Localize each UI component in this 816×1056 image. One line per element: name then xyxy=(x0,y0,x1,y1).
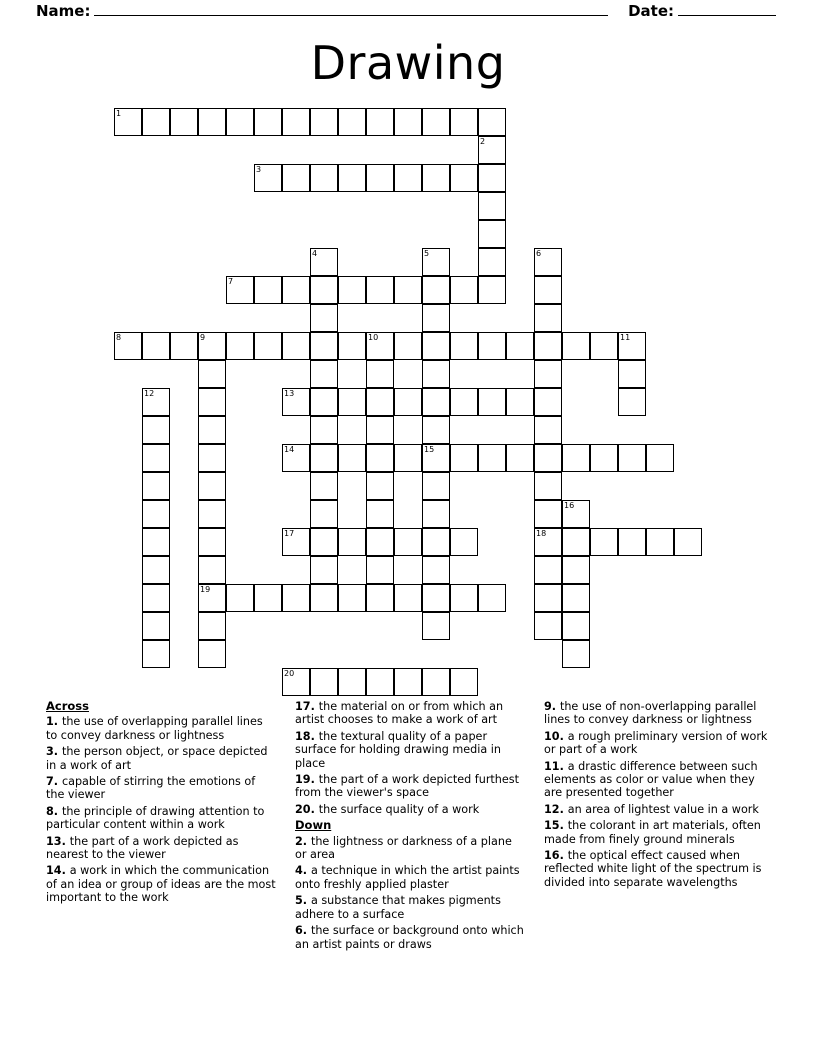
grid-cell[interactable] xyxy=(450,584,478,612)
clue-text: the textural quality of a paper surface for holding drawing media in place xyxy=(295,729,502,770)
grid-cell[interactable] xyxy=(282,528,310,556)
grid-cell[interactable] xyxy=(422,332,450,360)
clue-item xyxy=(544,760,775,800)
grid-cell[interactable] xyxy=(534,416,562,444)
grid-cell[interactable] xyxy=(646,444,674,472)
grid-cell[interactable] xyxy=(534,528,562,556)
clue-item xyxy=(295,700,526,727)
grid-cell[interactable] xyxy=(562,332,590,360)
grid-cell[interactable] xyxy=(142,472,170,500)
clue-list-2b xyxy=(295,835,526,951)
grid-cell[interactable] xyxy=(254,332,282,360)
grid-cell[interactable] xyxy=(142,108,170,136)
clue-item xyxy=(295,773,526,800)
clue-number: 17. xyxy=(295,700,319,713)
grid-cell[interactable] xyxy=(338,444,366,472)
grid-cell[interactable] xyxy=(422,388,450,416)
grid-cell[interactable] xyxy=(506,332,534,360)
clue-text: the surface quality of a work xyxy=(318,802,480,816)
grid-cell[interactable] xyxy=(114,332,142,360)
clue-column-3 xyxy=(544,700,775,954)
clue-item xyxy=(46,835,277,862)
grid-cell[interactable] xyxy=(590,332,618,360)
grid-cell[interactable] xyxy=(450,528,478,556)
grid-cell[interactable] xyxy=(534,444,562,472)
clue-item xyxy=(295,864,526,891)
clue-item xyxy=(544,730,775,757)
grid-cell[interactable] xyxy=(282,108,310,136)
grid-cell[interactable] xyxy=(114,108,142,136)
grid-cell[interactable] xyxy=(618,444,646,472)
grid-cell[interactable] xyxy=(450,332,478,360)
clue-number: 10. xyxy=(544,729,568,743)
grid-cell[interactable] xyxy=(310,276,338,304)
grid-cell[interactable] xyxy=(422,472,450,500)
clue-number: 4. xyxy=(295,864,311,878)
clue-text: the material on or from which an artist chooses to make a work of art xyxy=(295,700,504,727)
clue-item xyxy=(544,700,775,727)
clue-text: the person object, or space depicted in a work of art xyxy=(46,745,268,772)
grid-cell-number: 14 xyxy=(284,445,295,454)
grid-cell[interactable] xyxy=(310,164,338,192)
grid-cell[interactable] xyxy=(422,360,450,388)
grid-cell[interactable] xyxy=(422,584,450,612)
clue-text: the part of a work depicted as nearest to the viewer xyxy=(46,834,239,862)
grid-cell-number: 10 xyxy=(368,333,379,342)
clues-section xyxy=(46,700,776,954)
grid-cell[interactable] xyxy=(422,304,450,332)
grid-cell[interactable] xyxy=(618,360,646,388)
grid-cell[interactable] xyxy=(198,472,226,500)
grid-cell-number: 19 xyxy=(200,585,211,594)
clue-text: a rough preliminary version of work or part of a work xyxy=(544,729,768,757)
grid-cell[interactable] xyxy=(450,164,478,192)
grid-cell[interactable] xyxy=(310,444,338,472)
grid-cell[interactable] xyxy=(198,388,226,416)
grid-cell[interactable] xyxy=(366,472,394,500)
grid-cell[interactable] xyxy=(254,276,282,304)
grid-cell[interactable] xyxy=(562,444,590,472)
clue-column-2 xyxy=(295,700,526,954)
grid-cell[interactable] xyxy=(562,640,590,668)
grid-cell[interactable] xyxy=(366,668,394,696)
clue-number: 18. xyxy=(295,729,319,743)
grid-cell[interactable] xyxy=(422,612,450,640)
grid-cell[interactable] xyxy=(310,248,338,276)
grid-cell[interactable] xyxy=(618,528,646,556)
grid-cell[interactable] xyxy=(366,528,394,556)
clue-item xyxy=(46,775,277,802)
clue-text: the lightness or darkness of a plane or area xyxy=(295,834,512,862)
grid-cell[interactable] xyxy=(310,472,338,500)
clue-item xyxy=(544,819,775,846)
grid-cell[interactable] xyxy=(142,444,170,472)
grid-cell[interactable] xyxy=(478,276,506,304)
grid-cell[interactable] xyxy=(478,108,506,136)
grid-cell-number: 13 xyxy=(284,389,295,398)
grid-cell[interactable] xyxy=(226,584,254,612)
grid-cell[interactable] xyxy=(310,108,338,136)
grid-cell[interactable] xyxy=(422,668,450,696)
grid-cell[interactable] xyxy=(226,276,254,304)
clue-text: an area of lightest value in a work xyxy=(567,802,759,816)
grid-cell-number: 5 xyxy=(424,249,430,258)
grid-cell-number: 9 xyxy=(200,333,206,342)
grid-cell[interactable] xyxy=(338,108,366,136)
grid-cell[interactable] xyxy=(198,332,226,360)
grid-cell[interactable] xyxy=(254,164,282,192)
grid-cell[interactable] xyxy=(198,584,226,612)
grid-cell[interactable] xyxy=(338,584,366,612)
clue-list-1 xyxy=(46,715,277,904)
grid-cell[interactable] xyxy=(254,108,282,136)
clue-text: the part of a work depicted furthest from the viewer's space xyxy=(295,773,519,800)
grid-cell[interactable] xyxy=(534,276,562,304)
clue-text: the use of overlapping parallel lines to convey darkness or lightness xyxy=(46,715,263,742)
grid-cell-number: 18 xyxy=(536,529,547,538)
grid-cell[interactable] xyxy=(170,108,198,136)
page-title: Drawing xyxy=(310,36,506,90)
grid-cell-number: 20 xyxy=(284,669,295,678)
grid-cell[interactable] xyxy=(422,528,450,556)
grid-cell[interactable] xyxy=(394,668,422,696)
clue-item xyxy=(46,715,277,742)
grid-cell[interactable] xyxy=(534,472,562,500)
grid-cell[interactable] xyxy=(394,444,422,472)
grid-cell[interactable] xyxy=(366,444,394,472)
grid-cell[interactable] xyxy=(310,668,338,696)
clue-item xyxy=(295,894,526,921)
grid-cell[interactable] xyxy=(142,528,170,556)
clue-text: the optical effect caused when reflected white light of the spectrum is divided into separate wavelengths xyxy=(544,849,762,889)
clue-item xyxy=(295,730,526,770)
date-label: Date: xyxy=(628,2,674,20)
grid-cell[interactable] xyxy=(394,332,422,360)
grid-cell[interactable] xyxy=(142,500,170,528)
grid-cell[interactable] xyxy=(534,304,562,332)
grid-cell[interactable] xyxy=(338,276,366,304)
grid-cell[interactable] xyxy=(366,388,394,416)
grid-cell[interactable] xyxy=(394,108,422,136)
grid-cell[interactable] xyxy=(142,416,170,444)
grid-cell[interactable] xyxy=(534,556,562,584)
grid-cell[interactable] xyxy=(562,584,590,612)
grid-cell[interactable] xyxy=(422,500,450,528)
grid-cell[interactable] xyxy=(310,304,338,332)
grid-cell[interactable] xyxy=(590,444,618,472)
grid-cell[interactable] xyxy=(478,332,506,360)
grid-cell-number: 11 xyxy=(620,333,631,342)
clue-number: 15. xyxy=(544,819,568,833)
grid-cell-number: 2 xyxy=(480,137,486,146)
grid-cell-number: 12 xyxy=(144,389,155,398)
grid-cell[interactable] xyxy=(478,248,506,276)
across-heading: Across xyxy=(46,699,89,713)
grid-cell-number: 3 xyxy=(256,165,262,174)
grid-cell[interactable] xyxy=(198,528,226,556)
grid-cell[interactable] xyxy=(646,528,674,556)
grid-cell[interactable] xyxy=(142,332,170,360)
grid-cell[interactable] xyxy=(478,164,506,192)
clue-text: the colorant in art materials, often made from finely ground minerals xyxy=(544,819,761,846)
clue-column-1 xyxy=(46,700,277,954)
grid-cell[interactable] xyxy=(506,388,534,416)
grid-cell[interactable] xyxy=(282,276,310,304)
grid-cell[interactable] xyxy=(534,500,562,528)
grid-cell[interactable] xyxy=(450,444,478,472)
grid-cell[interactable] xyxy=(142,388,170,416)
grid-cell[interactable] xyxy=(366,416,394,444)
grid-cell[interactable] xyxy=(422,248,450,276)
name-blank-line xyxy=(94,2,608,16)
grid-cell[interactable] xyxy=(478,136,506,164)
grid-cell[interactable] xyxy=(450,388,478,416)
clue-item xyxy=(295,924,526,951)
grid-cell[interactable] xyxy=(366,584,394,612)
grid-cell[interactable] xyxy=(562,612,590,640)
grid-cell[interactable] xyxy=(394,276,422,304)
clue-item xyxy=(295,803,526,816)
grid-cell[interactable] xyxy=(310,388,338,416)
clue-text: a technique in which the artist paints onto freshly applied plaster xyxy=(295,864,520,891)
grid-cell[interactable] xyxy=(450,276,478,304)
clue-number: 19. xyxy=(295,773,319,787)
grid-cell[interactable] xyxy=(534,248,562,276)
grid-cell[interactable] xyxy=(562,500,590,528)
grid-cell[interactable] xyxy=(142,640,170,668)
grid-cell[interactable] xyxy=(338,668,366,696)
grid-cell[interactable] xyxy=(450,668,478,696)
clue-number: 1. xyxy=(46,715,62,729)
grid-cell[interactable] xyxy=(254,584,282,612)
grid-cell[interactable] xyxy=(506,444,534,472)
grid-cell[interactable] xyxy=(590,528,618,556)
grid-cell-number: 6 xyxy=(536,249,542,258)
clue-item xyxy=(544,803,775,816)
clue-number: 5. xyxy=(295,894,311,908)
grid-cell[interactable] xyxy=(534,332,562,360)
grid-cell[interactable] xyxy=(310,360,338,388)
grid-cell[interactable] xyxy=(282,668,310,696)
grid-cell[interactable] xyxy=(198,500,226,528)
clue-text: the principle of drawing attention to particular content within a work xyxy=(46,804,265,832)
crossword-grid[interactable] xyxy=(114,108,694,698)
clue-item xyxy=(544,849,775,889)
grid-cell[interactable] xyxy=(618,332,646,360)
grid-cell[interactable] xyxy=(478,220,506,248)
clue-number: 2. xyxy=(295,834,311,848)
grid-cell[interactable] xyxy=(310,584,338,612)
grid-cell[interactable] xyxy=(226,108,254,136)
grid-cell[interactable] xyxy=(198,640,226,668)
grid-cell[interactable] xyxy=(478,192,506,220)
grid-cell[interactable] xyxy=(310,332,338,360)
grid-cell[interactable] xyxy=(282,584,310,612)
grid-cell[interactable] xyxy=(478,444,506,472)
clue-text: capable of stirring the emotions of the viewer xyxy=(46,775,256,802)
grid-cell[interactable] xyxy=(534,612,562,640)
grid-cell[interactable] xyxy=(366,276,394,304)
grid-cell[interactable] xyxy=(478,388,506,416)
grid-cell[interactable] xyxy=(366,164,394,192)
grid-cell[interactable] xyxy=(534,584,562,612)
grid-cell[interactable] xyxy=(366,360,394,388)
grid-cell-number: 16 xyxy=(564,501,575,510)
clue-item xyxy=(46,745,277,772)
clue-number: 11. xyxy=(544,759,568,773)
grid-cell[interactable] xyxy=(198,108,226,136)
clue-text: a work in which the communication of an idea or group of ideas are the most important to the work xyxy=(46,864,276,905)
clue-item xyxy=(46,805,277,832)
grid-cell[interactable] xyxy=(366,108,394,136)
grid-cell[interactable] xyxy=(226,332,254,360)
grid-cell[interactable] xyxy=(310,556,338,584)
grid-cell[interactable] xyxy=(198,360,226,388)
grid-cell[interactable] xyxy=(310,528,338,556)
clue-text: a drastic difference between such elements as color or value when they are presented together xyxy=(544,759,758,800)
clue-number: 12. xyxy=(544,802,568,816)
grid-cell-number: 8 xyxy=(116,333,122,342)
clue-list-2 xyxy=(295,700,526,816)
grid-cell[interactable] xyxy=(394,388,422,416)
grid-cell[interactable] xyxy=(198,612,226,640)
clue-number: 8. xyxy=(46,804,62,818)
grid-cell[interactable] xyxy=(282,388,310,416)
name-label: Name: xyxy=(36,2,91,20)
clue-number: 20. xyxy=(295,802,319,816)
clue-text: the use of non-overlapping parallel lines to convey darkness or lightness xyxy=(544,700,757,727)
clue-number: 6. xyxy=(295,924,311,938)
grid-cell[interactable] xyxy=(198,444,226,472)
grid-cell[interactable] xyxy=(142,556,170,584)
grid-cell[interactable] xyxy=(310,500,338,528)
grid-cell[interactable] xyxy=(422,416,450,444)
clue-item xyxy=(46,864,277,904)
clue-number: 9. xyxy=(544,700,560,713)
grid-cell[interactable] xyxy=(562,528,590,556)
grid-cell[interactable] xyxy=(170,332,198,360)
grid-cell[interactable] xyxy=(534,388,562,416)
grid-cell[interactable] xyxy=(366,500,394,528)
grid-cell[interactable] xyxy=(534,360,562,388)
grid-cell[interactable] xyxy=(562,556,590,584)
grid-cell[interactable] xyxy=(338,528,366,556)
grid-cell[interactable] xyxy=(282,164,310,192)
grid-cell[interactable] xyxy=(394,528,422,556)
grid-cell[interactable] xyxy=(478,584,506,612)
grid-cell-number: 1 xyxy=(116,109,122,118)
grid-cell[interactable] xyxy=(142,612,170,640)
grid-cell-number: 4 xyxy=(312,249,318,258)
grid-cell[interactable] xyxy=(422,444,450,472)
grid-cell[interactable] xyxy=(282,444,310,472)
grid-cell[interactable] xyxy=(366,556,394,584)
grid-cell[interactable] xyxy=(366,332,394,360)
grid-cell[interactable] xyxy=(338,388,366,416)
down-heading: Down xyxy=(295,818,332,833)
grid-cell[interactable] xyxy=(338,164,366,192)
grid-cell[interactable] xyxy=(674,528,702,556)
grid-cell[interactable] xyxy=(338,332,366,360)
grid-cell[interactable] xyxy=(198,416,226,444)
grid-cell[interactable] xyxy=(450,108,478,136)
grid-cell-number: 17 xyxy=(284,529,295,538)
clue-number: 13. xyxy=(46,834,70,848)
date-blank-line xyxy=(678,2,776,16)
grid-cell[interactable] xyxy=(282,332,310,360)
grid-cell[interactable] xyxy=(142,584,170,612)
clue-item xyxy=(295,835,526,862)
grid-cell[interactable] xyxy=(310,416,338,444)
clue-text: a substance that makes pigments adhere to a surface xyxy=(295,894,501,921)
grid-cell-number: 15 xyxy=(424,445,435,454)
clue-number: 16. xyxy=(544,849,568,863)
name-date-header xyxy=(36,2,780,20)
clue-number: 14. xyxy=(46,864,70,878)
clue-number: 3. xyxy=(46,745,62,759)
clue-number: 7. xyxy=(46,775,62,789)
grid-cell[interactable] xyxy=(422,164,450,192)
grid-cell[interactable] xyxy=(422,276,450,304)
grid-cell[interactable] xyxy=(618,388,646,416)
grid-cell[interactable] xyxy=(422,556,450,584)
grid-cell-number: 7 xyxy=(228,277,234,286)
grid-cell[interactable] xyxy=(422,108,450,136)
grid-cell[interactable] xyxy=(394,584,422,612)
grid-cell[interactable] xyxy=(394,164,422,192)
clue-text: the surface or background onto which an artist paints or draws xyxy=(295,924,524,951)
grid-cell[interactable] xyxy=(198,556,226,584)
clue-list-3 xyxy=(544,700,775,889)
